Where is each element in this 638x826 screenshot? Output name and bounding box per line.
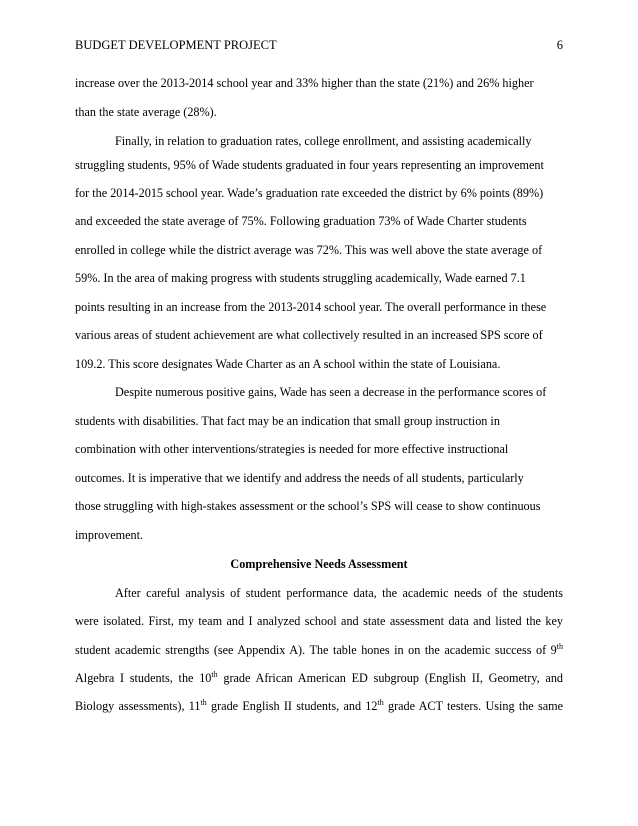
text-line: various areas of student achievement are what collectively resulted in an increased SPS score of <box>75 328 543 342</box>
text-line: points resulting in an increase from the 2013-2014 school year. The overall performance in these <box>75 300 547 314</box>
text-line: were isolated. First, my team and I analyzed school and state assessment data and listed the key <box>75 614 563 628</box>
superscript: th <box>377 698 384 707</box>
text-line: Despite numerous positive gains, Wade has seen a decrease in the performance scores of <box>115 385 547 399</box>
text-line: enrolled in college while the district average was 72%. This was well above the state average of <box>75 243 543 257</box>
text-line: and exceeded the state average of 75%. Following graduation 73% of Wade Charter students <box>75 214 527 228</box>
running-title: BUDGET DEVELOPMENT PROJECT <box>75 38 277 52</box>
running-head <box>75 37 563 53</box>
text-line: for the 2014-2015 school year. Wade’s graduation rate exceeded the district by 6% points (89%) <box>75 186 544 200</box>
text-segment: grade ACT testers. Using the same <box>383 699 564 713</box>
text-line: struggling students, 95% of Wade students graduated in four years representing an improvement <box>75 158 544 172</box>
text-line: After careful analysis of student performance data, the academic needs of the students <box>115 586 563 600</box>
text-line: 109.2. This score designates Wade Charter as an A school within the state of Louisiana. <box>75 357 501 371</box>
text-line: students with disabilities. That fact may be an indication that small group instruction in <box>75 414 500 428</box>
superscript: th <box>211 670 218 679</box>
text-line: combination with other interventions/strategies is needed for more effective instructional <box>75 442 509 456</box>
text-line <box>75 698 563 714</box>
text-segment: grade African American ED subgroup (English II, Geometry, and <box>217 671 564 685</box>
text-line: Finally, in relation to graduation rates, college enrollment, and assisting academically <box>115 134 532 148</box>
text-segment: Biology assessments), 11 <box>75 699 201 713</box>
text-line: outcomes. It is imperative that we identify and address the needs of all students, particularly <box>75 471 524 485</box>
text-segment: student academic strengths (see Appendix A). The table hones in on the academic success of 9 <box>75 643 557 657</box>
section-heading: Comprehensive Needs Assessment <box>230 557 408 571</box>
text-line: 59%. In the area of making progress with students struggling academically, Wade earned 7.1 <box>75 271 526 285</box>
text-segment: Algebra I students, the 10 <box>75 671 212 685</box>
text-line: than the state average (28%). <box>75 105 217 119</box>
text-line <box>75 642 563 658</box>
superscript: th <box>200 698 207 707</box>
page-number: 6 <box>556 38 563 52</box>
text-line: improvement. <box>75 528 144 542</box>
text-segment: grade English II students, and 12 <box>206 699 378 713</box>
text-line: those struggling with high-stakes assessment or the school’s SPS will cease to show continuous <box>75 499 541 513</box>
superscript: th <box>556 642 563 651</box>
text-line: increase over the 2013-2014 school year and 33% higher than the state (21%) and 26% higher <box>75 76 534 90</box>
text-line <box>75 670 563 686</box>
